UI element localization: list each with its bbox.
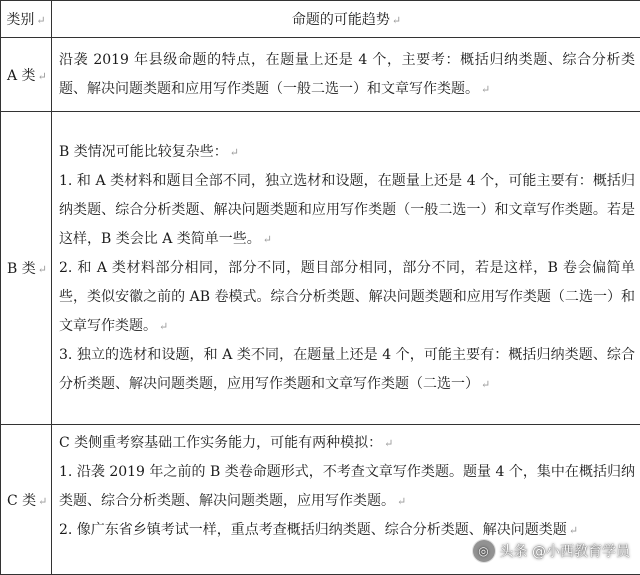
- trend-paragraph: [59, 429, 635, 458]
- header-category-cell: [1, 1, 52, 38]
- trend-cell-b: [52, 112, 640, 425]
- watermark: [472, 539, 630, 563]
- trend-paragraph: [59, 458, 635, 516]
- paragraph-mark: ↵: [397, 495, 406, 508]
- headline-logo-icon: ◎: [472, 539, 496, 563]
- trend-text: 3. 独立的选材和设题，和 A 类不同，在题量上还是 4 个，可能主要有：概括归纳类题、综合分析类题、解决问题类题，应用写作类题和文章写作类题（二选一）: [59, 347, 635, 392]
- trend-cell-a: [52, 38, 640, 112]
- table-row-b: [1, 112, 640, 425]
- trend-text: 1. 沿袭 2019 年之前的 B 类卷命题形式，不考查文章写作类题。题量 4 个，集中在概括归纳类题、综合分析类题、解决问题类题，应用写作类题。: [59, 464, 635, 509]
- category-label-b: B 类: [7, 261, 36, 277]
- trend-text: 2. 和 A 类材料部分相同，部分不同，题目部分相同，部分不同，若是这样，B 卷会偏简单些，类似安徽之前的 AB 卷模式。综合分析类题、解决问题类题和应用写作类题（二选一）和文章写作类题。: [59, 260, 635, 334]
- trend-text: B 类情况可能比较复杂些：: [59, 144, 228, 160]
- table-row-a: [1, 38, 640, 112]
- trend-paragraph: [59, 46, 635, 104]
- paragraph-mark: ↵: [481, 378, 490, 391]
- paragraph-mark: ↵: [38, 495, 47, 508]
- watermark-text: 头条 @小西教育学员: [500, 541, 630, 561]
- trend-paragraph: [59, 138, 635, 167]
- paragraph-mark: ↵: [38, 263, 47, 276]
- trend-text: 2. 像广东省乡镇考试一样，重点考查概括归纳类题、综合分析类题、解决问题类题: [59, 522, 567, 538]
- paragraph-mark: ↵: [481, 83, 490, 96]
- trend-text: 沿袭 2019 年县级命题的特点，在题量上还是 4 个，主要考：概括归纳类题、综合分析类题、解决问题类题和应用写作类题（一般二选一）和文章写作类题。: [59, 52, 635, 97]
- paragraph-mark: ↵: [569, 524, 578, 537]
- paragraph-mark: ↵: [392, 14, 401, 27]
- trend-paragraph: [59, 341, 635, 399]
- header-category: 类别: [6, 12, 34, 28]
- paragraph-mark: ↵: [384, 437, 393, 450]
- paragraph-mark: ↵: [230, 146, 239, 159]
- table-header-row: [1, 1, 640, 38]
- category-cell-a: [1, 38, 52, 112]
- paragraph-mark: ↵: [36, 14, 45, 27]
- category-label-a: A 类: [7, 68, 36, 84]
- trend-text: C 类侧重考察基础工作实务能力，可能有两种模拟：: [59, 435, 382, 451]
- category-label-c: C 类: [7, 493, 36, 509]
- trend-text: 1. 和 A 类材料和题目全部不同，独立选材和设题，在题量上还是 4 个，可能主要有：概括归纳类题、综合分析类题、解决问题类题和应用写作类题（一般二选一）和文章写作类题。若是这样，B 类会比 A 类简单一些。: [59, 173, 635, 247]
- header-trend: 命题的可能趋势: [292, 12, 390, 28]
- trend-paragraph: [59, 167, 635, 254]
- trend-paragraph: [59, 254, 635, 341]
- paragraph-mark: ↵: [263, 233, 272, 246]
- header-trend-cell: [52, 1, 640, 38]
- paragraph-mark: ↵: [38, 70, 47, 83]
- category-cell-b: [1, 112, 52, 425]
- category-cell-c: [1, 425, 52, 575]
- paragraph-mark: ↵: [159, 320, 168, 333]
